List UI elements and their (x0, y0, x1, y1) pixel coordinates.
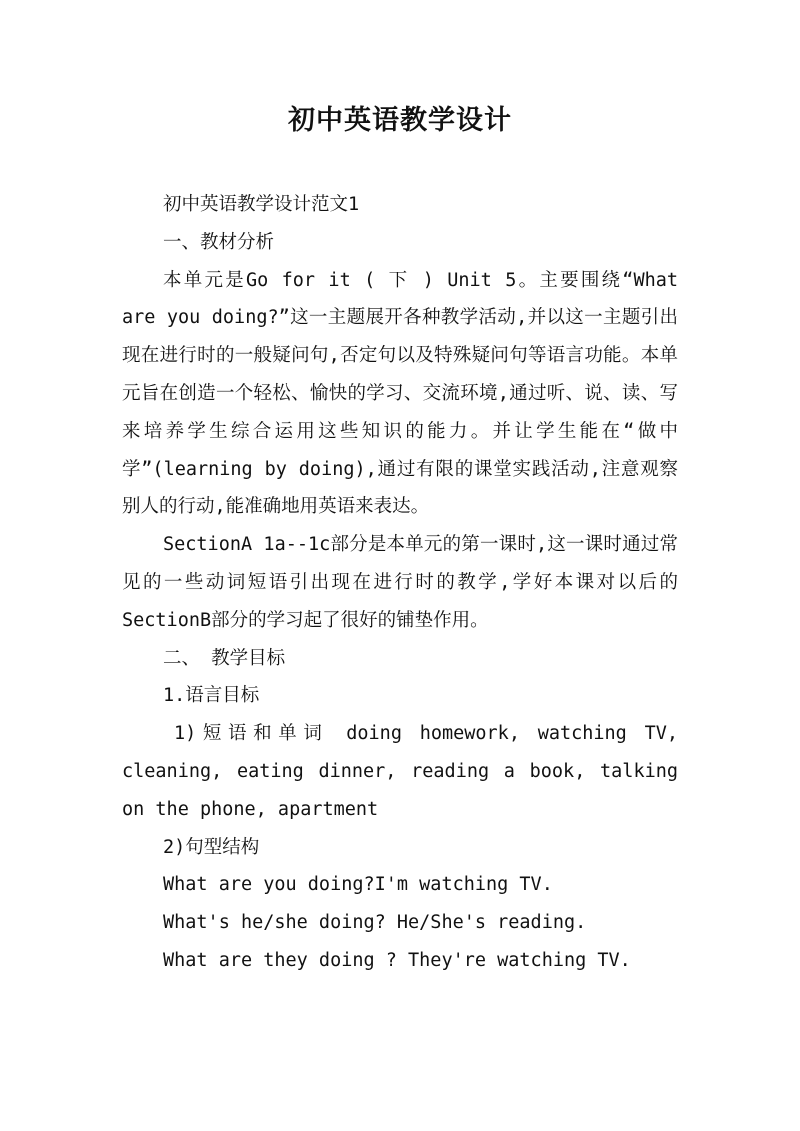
document-title: 初中英语教学设计 (288, 105, 512, 136)
paragraph-example-3: What are they doing ? They're watching TV. (163, 949, 631, 971)
paragraph-heading-teaching-goals: 二、 教学目标 (163, 647, 286, 669)
paragraph-example-1: What are you doing?I'm watching TV. (163, 874, 553, 896)
paragraph-section-a: SectionA 1a--1c部分是本单元的第一课时,这一课时通过常见的一些动词短语引出现在进行时的教学,学好本课对以后的SectionB部分的学习起了很好的铺垫作用。 (122, 534, 678, 631)
paragraph-heading-material-analysis: 一、教材分析 (163, 231, 275, 253)
paragraph-example-2: What's he/she doing? He/She's reading. (163, 912, 587, 934)
paragraph-sentence-structure: 2)句型结构 (163, 836, 260, 858)
document-body (122, 186, 678, 980)
paragraph-phrases-words: 1)短语和单词 doing homework, watching TV, cleaning, eating dinner, reading a book, talking on the phone, apartment (122, 723, 678, 820)
paragraph-unit-overview: 本单元是Go for it ( 下 ) Unit 5。主要围绕“What are you doing?”这一主题展开各种教学活动,并以这一主题引出现在进行时的一般疑问句,否定句以及特殊疑问句等语言功能。本单元旨在创造一个轻松、愉快的学习、交流环境,通过听、说、读、写来培养学生综合运用这些知识的能力。并让学生能在“做中学”(learning by doing),通过有限的课堂实践活动,注意观察别人的行动,能准确地用英语来表达。 (122, 269, 678, 518)
paragraph-language-goals: 1.语言目标 (163, 685, 260, 707)
paragraph-subtitle: 初中英语教学设计范文1 (163, 194, 360, 215)
